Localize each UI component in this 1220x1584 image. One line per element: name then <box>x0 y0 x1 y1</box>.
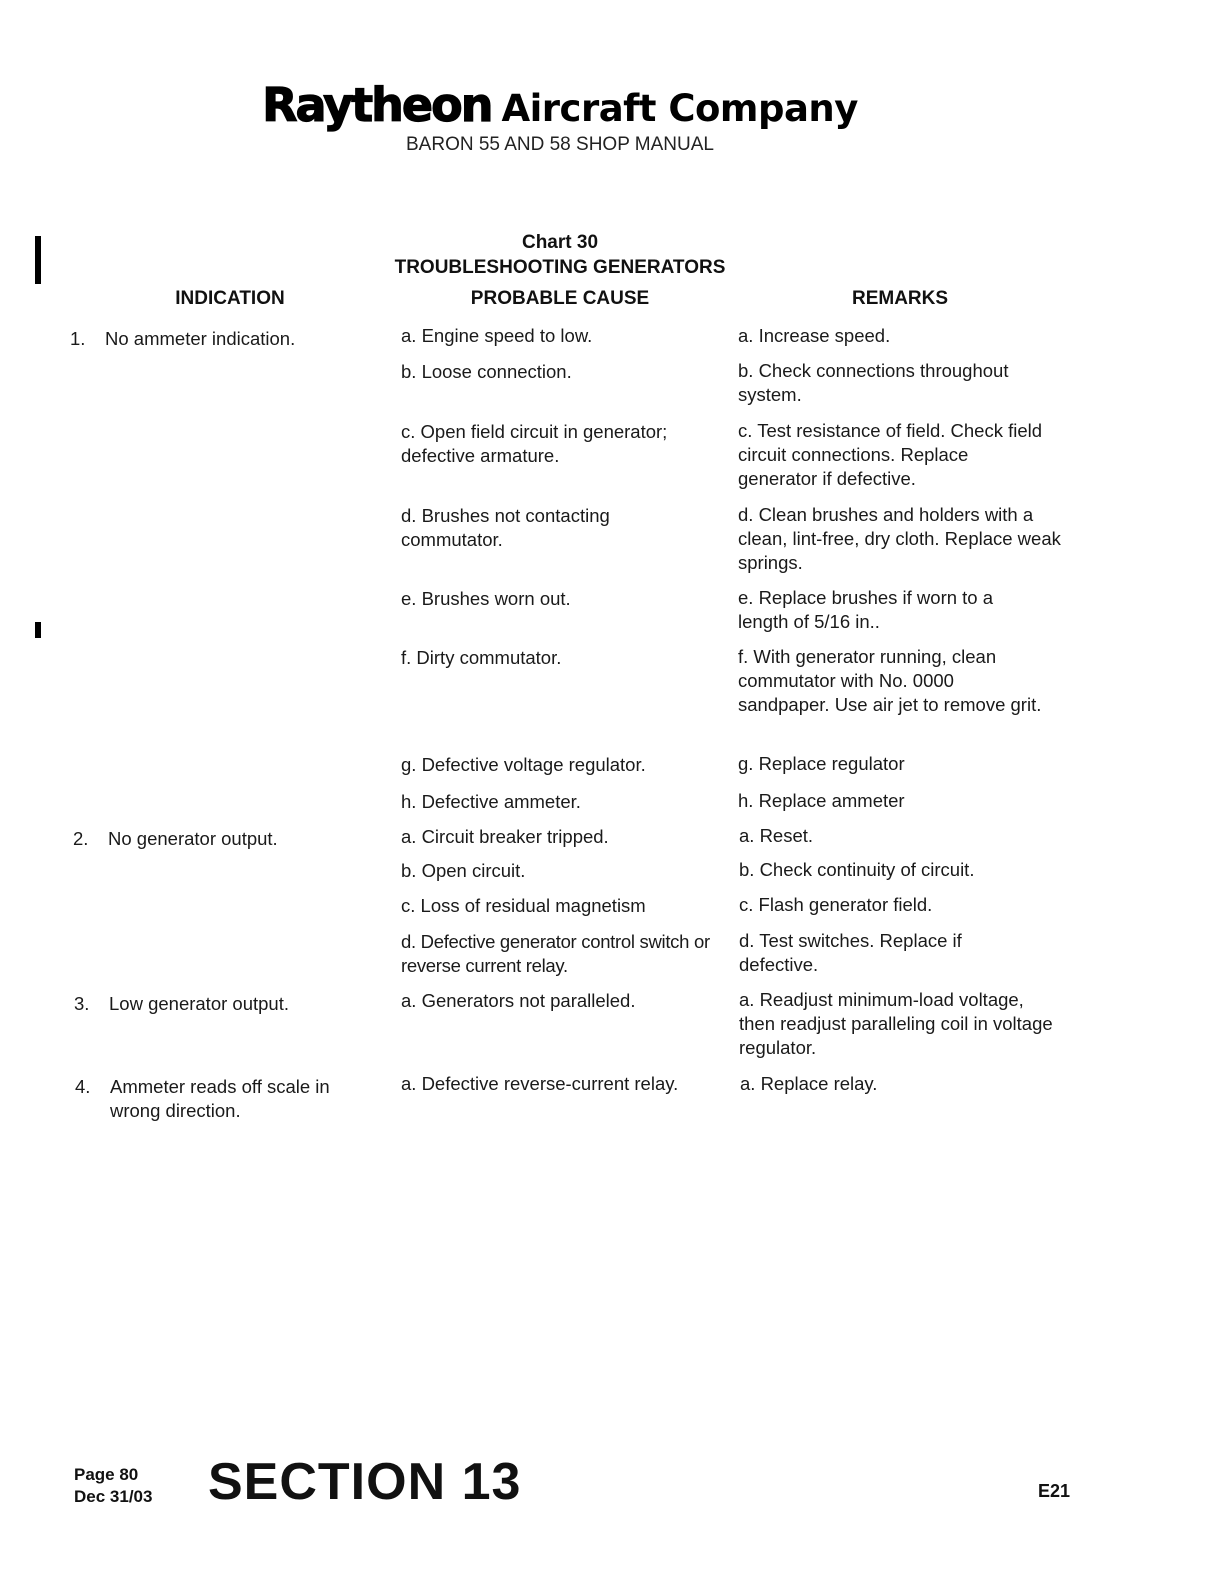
remark-cell: a. Reset. <box>739 825 814 846</box>
cause-cell: c. Open field circuit in generator; defective armature. <box>401 421 668 466</box>
column-header-cause: PROBABLE CAUSE <box>470 288 650 309</box>
cause-cell: a. Defective reverse-current relay. <box>401 1073 679 1094</box>
remark-cell: g. Replace regulator <box>738 753 905 774</box>
chart-title <box>0 230 1120 280</box>
cause-cell: c. Loss of residual magnetism <box>401 895 646 916</box>
remark-cell: c. Test resistance of field. Check field circuit connections. Replace generator if defective. <box>738 420 1043 489</box>
indication-text: No generator output. <box>108 828 278 849</box>
raytheon-logo: Raytheon <box>262 78 492 132</box>
chart-heading: TROUBLESHOOTING GENERATORS <box>394 257 726 278</box>
cause-cell: h. Defective ammeter. <box>401 791 581 812</box>
indication-number: 4. <box>75 1076 91 1097</box>
remark-cell: b. Check connections throughout system. <box>738 360 1009 405</box>
remark-cell: a. Increase speed. <box>738 325 891 346</box>
remark-cell: a. Replace relay. <box>740 1073 878 1094</box>
manual-title: BARON 55 AND 58 SHOP MANUAL <box>406 134 714 155</box>
cause-cell: f. Dirty commutator. <box>401 647 562 668</box>
chart-number: Chart 30 <box>521 232 599 253</box>
column-header-remarks: REMARKS <box>851 288 949 309</box>
remark-cell: c. Flash generator field. <box>739 894 933 915</box>
remark-cell: h. Replace ammeter <box>738 790 905 811</box>
cause-cell: a. Engine speed to low. <box>401 325 593 346</box>
cause-cell: d. Brushes not contacting commutator. <box>401 505 610 550</box>
indication-text: Ammeter reads off scale in wrong direction. <box>110 1076 330 1121</box>
remark-cell: b. Check continuity of circuit. <box>739 859 975 880</box>
remark-cell: f. With generator running, clean commutator with No. 0000 sandpaper. Use air jet to remove grit. <box>738 646 1042 715</box>
footer-page-info <box>74 1464 152 1508</box>
cause-cell: d. Defective generator control switch or reverse current relay. <box>401 931 710 976</box>
cause-cell: b. Loose connection. <box>401 361 572 382</box>
remark-cell: e. Replace brushes if worn to a length of 5/16 in.. <box>738 587 994 632</box>
cause-cell: e. Brushes worn out. <box>401 588 571 609</box>
remark-cell: a. Readjust minimum-load voltage, then readjust paralleling coil in voltage regulator. <box>739 989 1053 1058</box>
remark-cell: d. Test switches. Replace if defective. <box>739 930 962 975</box>
company-header <box>0 78 1120 132</box>
cause-cell: a. Circuit breaker tripped. <box>401 826 609 847</box>
indication-text: No ammeter indication. <box>105 328 296 349</box>
page-number: Page 80 <box>74 1465 139 1484</box>
section-title: SECTION 13 <box>208 1453 522 1511</box>
cause-cell: g. Defective voltage regulator. <box>401 754 646 775</box>
column-header-indication: INDICATION <box>175 288 285 309</box>
indication-number: 1. <box>70 328 86 349</box>
remark-cell: d. Clean brushes and holders with a clean, lint-free, dry cloth. Replace weak springs. <box>738 504 1061 573</box>
indication-text: Low generator output. <box>109 993 289 1014</box>
cause-cell: a. Generators not paralleled. <box>401 990 636 1011</box>
cause-cell: b. Open circuit. <box>401 860 526 881</box>
revision-bar <box>35 622 41 638</box>
page-code: E21 <box>1038 1481 1071 1501</box>
company-name: Aircraft Company <box>501 87 858 130</box>
revision-date: Dec 31/03 <box>74 1487 153 1506</box>
indication-number: 3. <box>74 993 90 1014</box>
indication-number: 2. <box>73 828 89 849</box>
